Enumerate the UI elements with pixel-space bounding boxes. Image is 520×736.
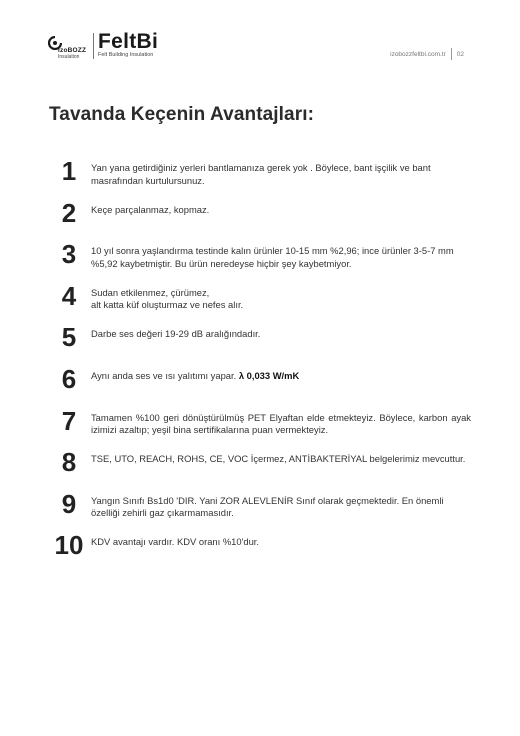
list-item <box>51 406 474 448</box>
website-url: izobozzfeltbi.com.tr <box>390 50 446 58</box>
item-text: Tamamen %100 geri dönüştürülmüş PET Elyaftan elde etmekteyiz. Böylece, karbon ayak izimizi azaltıp; yeşil bina sertifikalarına puan vermekteyiz. <box>91 411 471 436</box>
feltbi-brand-subtitle: Felt Building Insulation <box>98 52 154 58</box>
item-text: KDV avantajı vardır. KDV oranı %10'dur. <box>91 536 260 548</box>
item-text: Darbe ses değeri 19-29 dB aralığındadır. <box>91 328 261 340</box>
list-item <box>51 447 474 489</box>
izobozz-brand-subtitle: Insulation <box>58 54 80 60</box>
item-text <box>91 287 471 312</box>
logo-divider <box>93 33 94 59</box>
list-item <box>51 156 474 198</box>
item-number: 10 <box>54 530 84 561</box>
advantages-list <box>51 156 474 572</box>
item-text-line: alt katta küf oluşturmaz ve nefes alır. <box>91 299 244 311</box>
item-number: 6 <box>61 363 77 394</box>
list-item <box>51 489 474 531</box>
item-number: 5 <box>61 322 77 353</box>
item-number: 9 <box>61 488 77 519</box>
item-text: Keçe parçalanmaz, kopmaz. <box>91 203 210 215</box>
page-header <box>48 32 472 62</box>
item-text: 10 yıl sonra yaşlandırma testinde kalın ürünler 10-15 mm %2,96; ince ürünler 3-5-7 mm %5,92 kaybetmiştir. Bu ürün neredeyse hiçbir şey kaybetmiyor. <box>91 245 454 269</box>
item-text: TSE, UTO, REACH, ROHS, CE, VOC İçermez, ANTİBAKTERİYAL belgelerimiz mevcuttur. <box>91 453 466 465</box>
item-text: Yan yana getirdiğiniz yerleri bantlamanıza gerek yok . Böylece, bant işçilik ve bant masrafından kurtulursunuz. <box>91 162 431 186</box>
list-item <box>51 198 474 240</box>
item-text <box>91 370 471 383</box>
item-number: 8 <box>61 447 77 478</box>
item-number: 7 <box>61 405 77 436</box>
item-number: 1 <box>61 156 77 186</box>
izobozz-logo <box>48 34 92 62</box>
header-separator <box>451 48 452 60</box>
item-number: 3 <box>61 239 77 270</box>
list-item <box>51 530 474 572</box>
item-text-regular: Aynı anda ses ve ısı yalıtımı yapar. <box>91 369 237 381</box>
item-number: 4 <box>61 280 77 311</box>
page-title: Tavanda Keçenin Avantajları: <box>49 104 315 125</box>
thermal-conductivity-value: λ 0,033 W/mK <box>238 369 300 381</box>
item-text: Yangın Sınıfı Bs1d0 'DIR. Yani ZOR ALEVLENİR Sınıf olarak geçmektedir. En önemli özelliği zehirli gaz çıkarmamasıdır. <box>91 494 444 519</box>
list-item <box>51 239 474 281</box>
item-text-line: Sudan etkilenmez, çürümez, <box>91 286 210 298</box>
list-item <box>51 322 474 364</box>
item-number: 2 <box>61 197 77 228</box>
page-number: 02 <box>456 50 464 58</box>
list-item <box>51 281 474 323</box>
list-item <box>51 364 474 406</box>
header-meta <box>390 48 464 60</box>
izobozz-brand-name: izoBOZZ <box>58 47 87 54</box>
feltbi-brand-name: FeltBi <box>98 30 159 53</box>
